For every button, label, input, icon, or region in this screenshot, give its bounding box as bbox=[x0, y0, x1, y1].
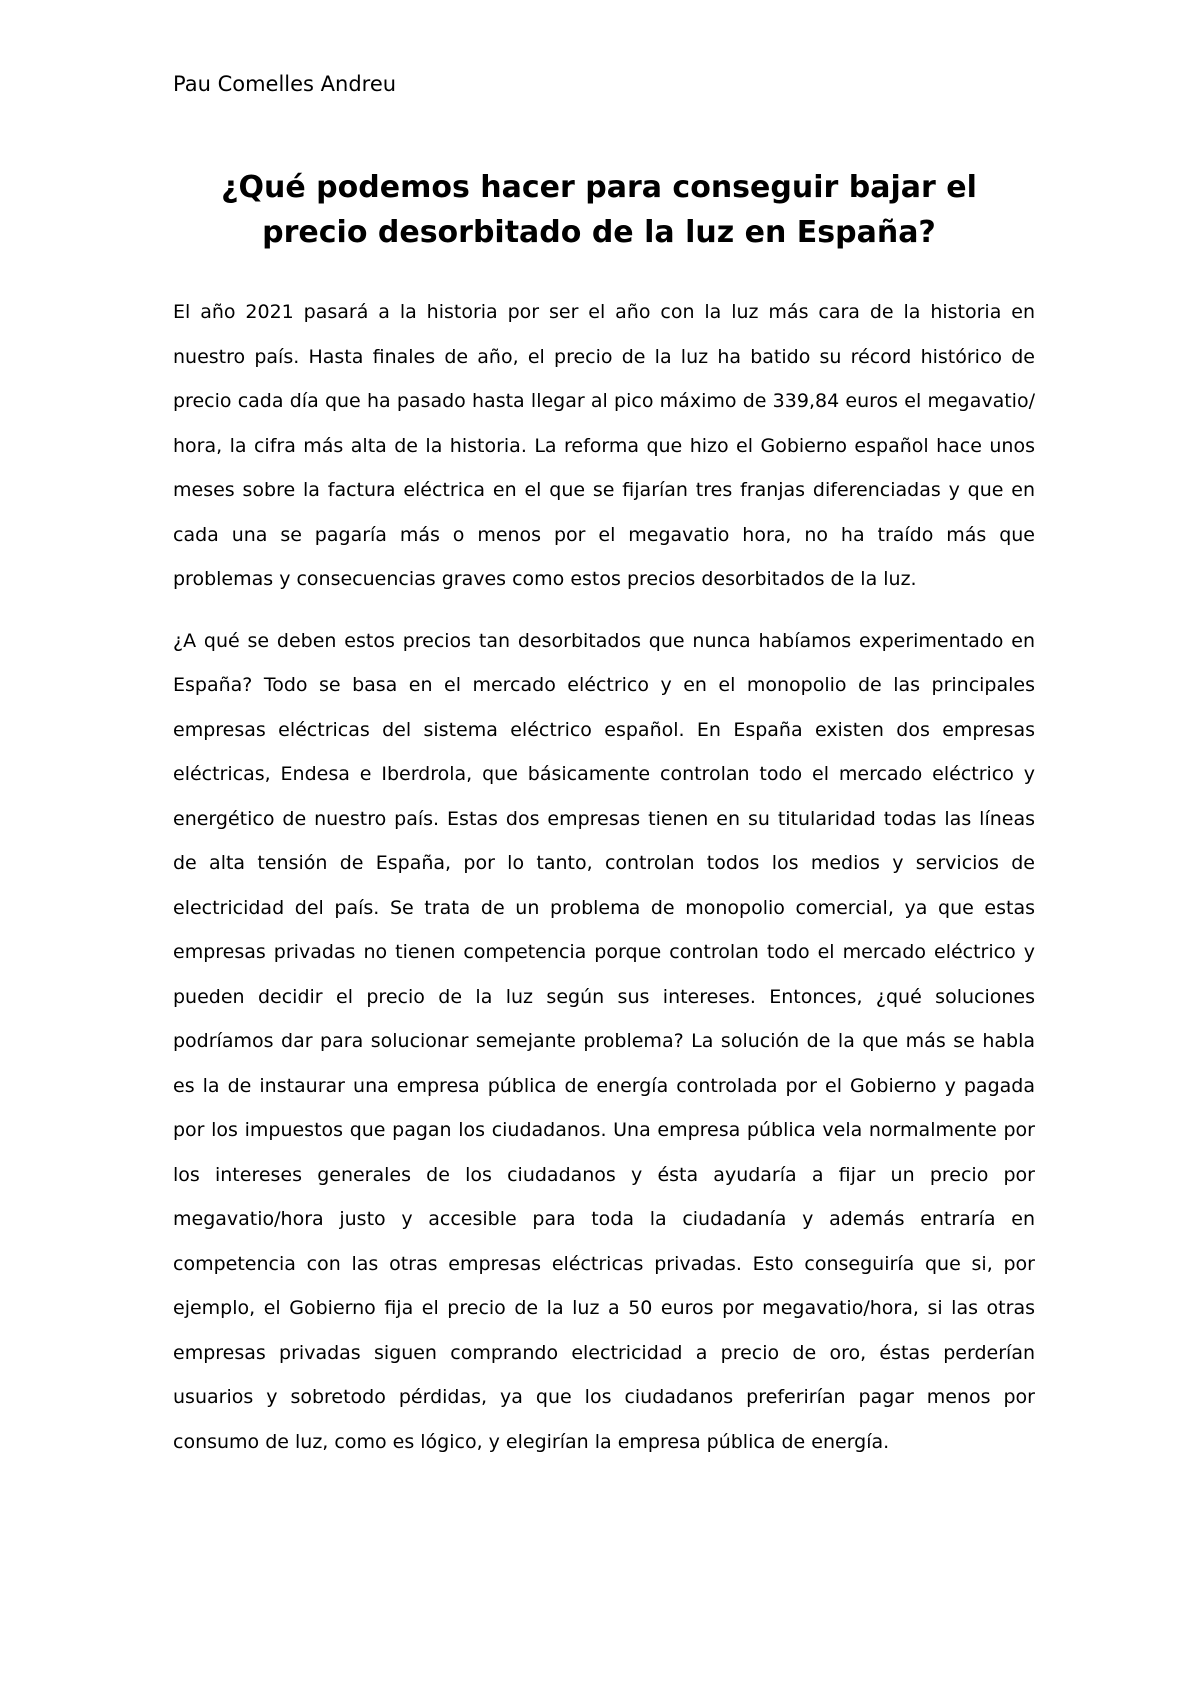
document-body bbox=[173, 290, 1035, 1464]
body-paragraph: ¿A qué se deben estos precios tan desorbitados que nunca habíamos experimentado en España? Todo se basa en el mercado eléctrico y en el monopolio de las principales empresas eléctricas del sistema eléctrico español. En España existen dos empresas eléctricas, Endesa e Iberdrola, que básicamente controlan todo el mercado eléctrico y energético de nuestro país. Estas dos empresas tienen en su titularidad todas las líneas de alta tensión de España, por lo tanto, controlan todos los medios y servicios de electricidad del país. Se trata de un problema de monopolio comercial, ya que estas empresas privadas no tienen competencia porque controlan todo el mercado eléctrico y pueden decidir el precio de la luz según sus intereses. Entonces, ¿qué soluciones podríamos dar para solucionar semejante problema? La solución de la que más se habla es la de instaurar una empresa pública de energía controlada por el Gobierno y pagada por los impuestos que pagan los ciudadanos. Una empresa pública vela normalmente por los intereses generales de los ciudadanos y ésta ayudaría a fijar un precio por megavatio/hora justo y accesible para toda la ciudadanía y además entraría en competencia con las otras empresas eléctricas privadas. Esto conseguiría que si, por ejemplo, el Gobierno fija el precio de la luz a 50 euros por megavatio/hora, si las otras empresas privadas siguen comprando electricidad a precio de oro, éstas perderían usuarios y sobretodo pérdidas, ya que los ciudadanos preferirían pagar menos por consumo de luz, como es lógico, y elegirían la empresa pública de energía. bbox=[173, 629, 1035, 1453]
body-paragraph: El año 2021 pasará a la historia por ser el año con la luz más cara de la historia en nuestro país. Hasta finales de año, el precio de la luz ha batido su récord histórico de precio cada día que ha pasado hasta llegar al pico máximo de 339,84 euros el megavatio/ hora, la cifra más alta de la historia. La reforma que hizo el Gobierno español hace unos meses sobre la factura eléctrica en el que se fijarían tres franjas diferenciadas y que en cada una se pagaría más o menos por el megavatio hora, no ha traído más que problemas y consecuencias graves como estos precios desorbitados de la luz. bbox=[173, 301, 1035, 590]
author-name: Pau Comelles Andreu bbox=[173, 72, 397, 96]
document-title: ¿Qué podemos hacer para conseguir bajar el precio desorbitado de la luz en España? bbox=[221, 170, 977, 250]
